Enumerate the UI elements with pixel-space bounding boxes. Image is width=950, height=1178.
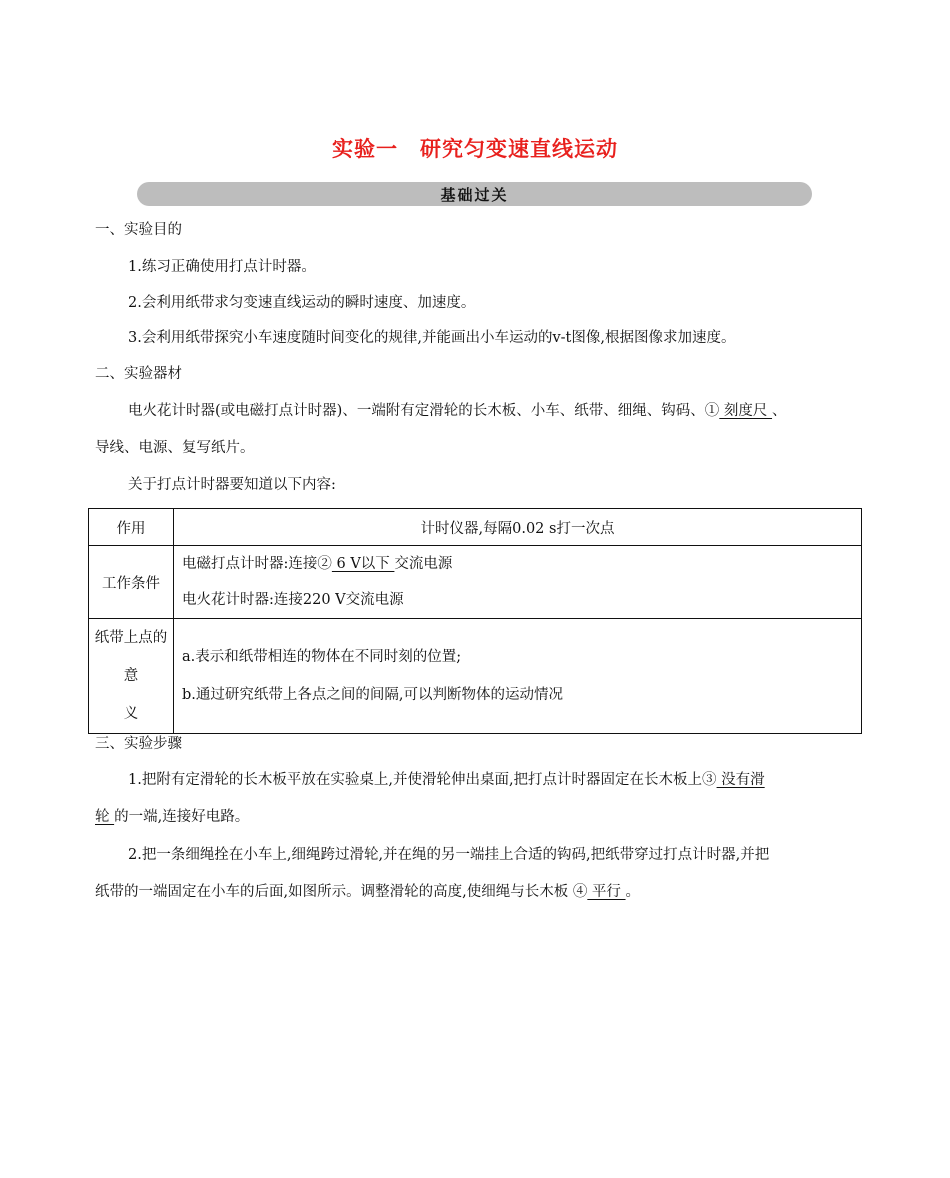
label-line: 义 <box>123 706 139 722</box>
equipment-line-1 <box>128 401 787 421</box>
purpose-item-1: 1.练习正确使用打点计时器。 <box>128 259 316 275</box>
purpose-item-3: 3.会利用纸带探究小车速度随时间变化的规律,并能画出小车运动的v-t图像,根据图像求加速度。 <box>128 330 736 346</box>
equipment-line-2: 导线、电源、复写纸片。 <box>95 440 255 456</box>
section-banner <box>137 182 812 206</box>
step-2-line-2 <box>95 882 640 902</box>
table-cell-value: 计时仪器,每隔0.02 s打一次点 <box>174 509 862 546</box>
blank-4-answer: 平行 <box>587 884 626 900</box>
condition-spark: 电火花计时器:连接220 V交流电源 <box>182 592 404 608</box>
timer-info-table <box>88 508 862 734</box>
condition-electromagnetic <box>182 546 853 582</box>
timer-intro: 关于打点计时器要知道以下内容: <box>128 477 336 493</box>
table-row <box>89 509 862 546</box>
step-text: 1.把附有定滑轮的长木板平放在实验桌上,并使滑轮伸出桌面,把打点计时器固定在长木板上③ <box>128 772 717 788</box>
condition-text-end: 交流电源 <box>394 556 453 572</box>
section-heading-equipment: 二、实验器材 <box>95 366 182 382</box>
equipment-text-end: 、 <box>772 403 787 419</box>
banner-label: 基础过关 <box>440 186 509 204</box>
table-cell-value <box>174 619 862 734</box>
step-text-end: 。 <box>625 884 641 900</box>
table-row <box>89 619 862 734</box>
step-text: 纸带的一端固定在小车的后面,如图所示。调整滑轮的高度,使细绳与长木板 ④ <box>95 884 588 900</box>
step-1-line-1 <box>128 770 765 790</box>
step-1-line-2 <box>95 807 249 827</box>
table-row <box>89 546 862 619</box>
table-cell-label: 作用 <box>89 509 174 546</box>
blank-1-answer: 刻度尺 <box>719 403 773 419</box>
label-line: 纸带上点的意 <box>94 630 168 684</box>
meaning-a: a.表示和纸带相连的物体在不同时刻的位置; <box>182 649 462 665</box>
meaning-b: b.通过研究纸带上各点之间的间隔,可以判断物体的运动情况 <box>182 687 563 703</box>
purpose-item-2: 2.会利用纸带求匀变速直线运动的瞬时速度、加速度。 <box>128 295 476 311</box>
section-heading-purpose: 一、实验目的 <box>95 222 182 238</box>
step-text-end: 的一端,连接好电路。 <box>114 809 250 825</box>
blank-2-answer: 6 V以下 <box>331 556 395 572</box>
page-title: 实验一 研究匀变速直线运动 <box>332 137 618 161</box>
condition-text: 电磁打点计时器:连接② <box>182 556 332 572</box>
table-cell-label: 工作条件 <box>89 546 174 619</box>
table-cell-label <box>89 619 174 734</box>
equipment-text: 电火花计时器(或电磁打点计时器)、一端附有定滑轮的长木板、小车、纸带、细绳、钩码、① <box>128 403 720 419</box>
blank-3-answer: 没有滑 <box>716 772 765 788</box>
table-cell-value <box>174 546 862 619</box>
blank-3-answer-cont: 轮 <box>95 809 115 825</box>
section-heading-steps: 三、实验步骤 <box>95 736 182 752</box>
step-2-line-1: 2.把一条细绳拴在小车上,细绳跨过滑轮,并在绳的另一端挂上合适的钩码,把纸带穿过打点计时器,并把 <box>128 847 770 863</box>
